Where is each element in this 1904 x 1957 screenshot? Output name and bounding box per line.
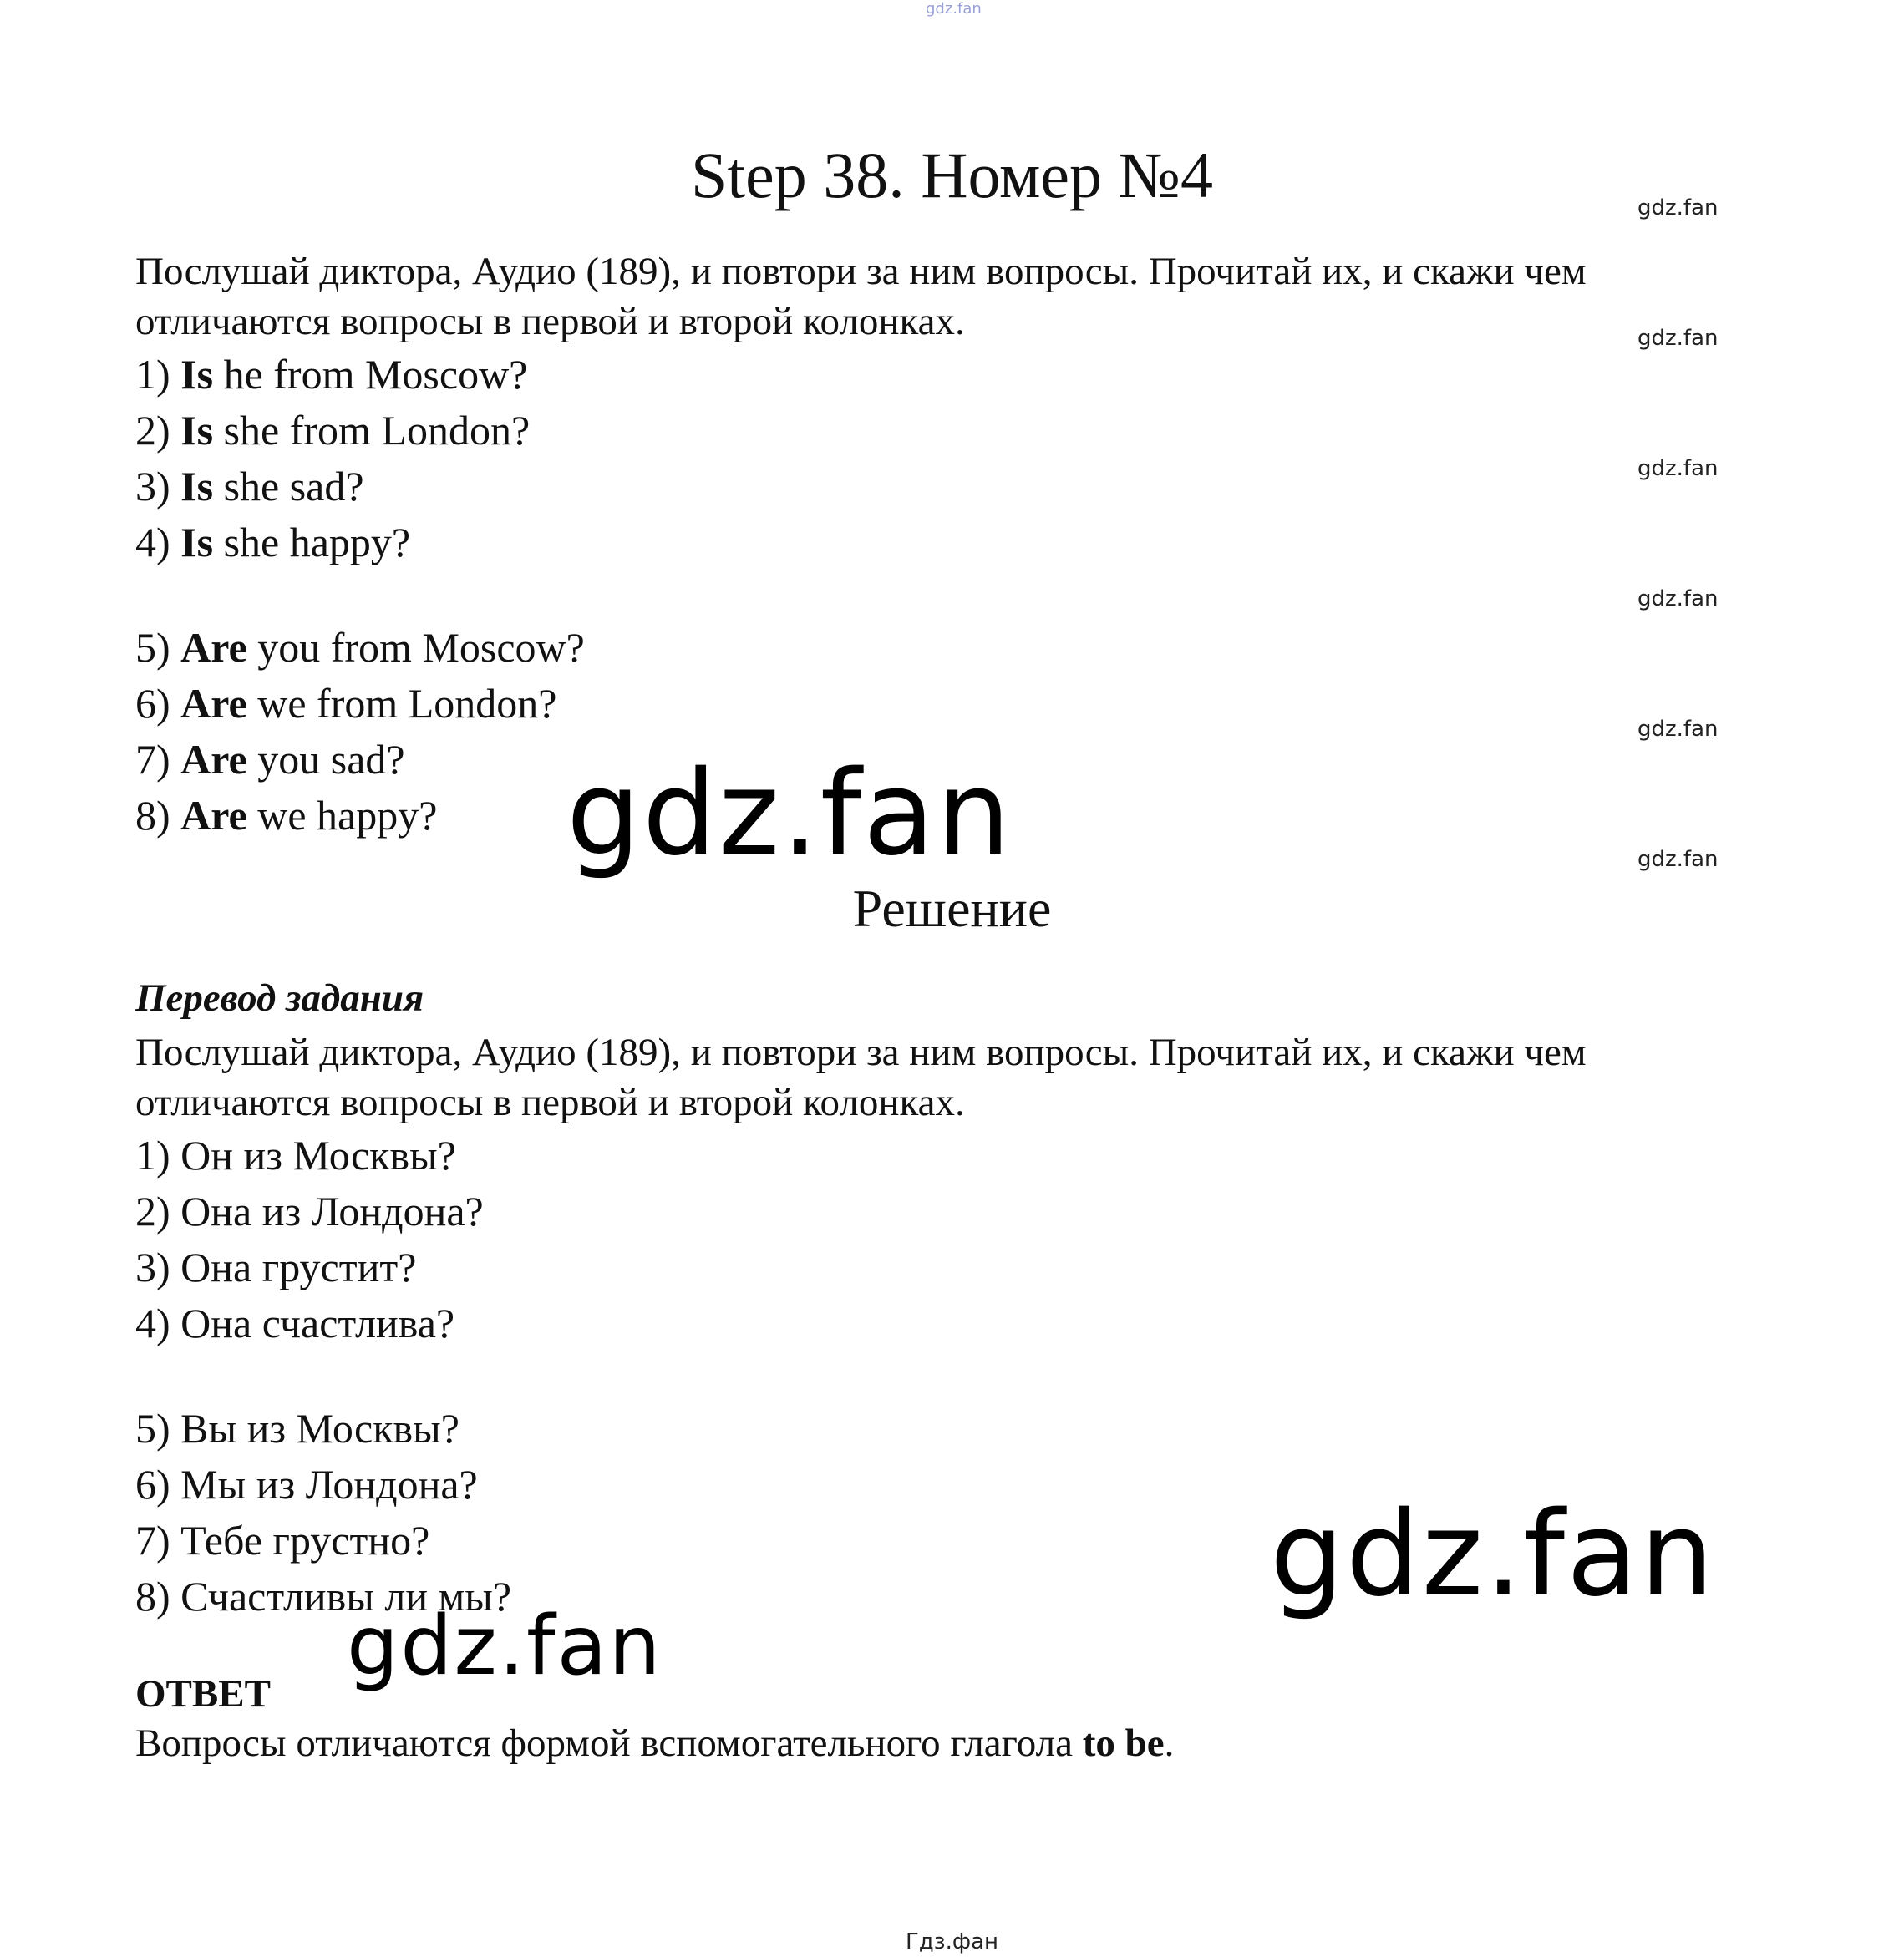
translation-item: 3) Она грустит? [135, 1244, 417, 1290]
task-text-line: Послушай диктора, Аудио (189), и повтори за ним вопросы. Прочитай их, и скажи чем [135, 250, 1587, 293]
answer-text: Вопросы отличаются формой вспомогательного глагола to be. [135, 1721, 1175, 1765]
large-watermark: gdz.fan [566, 746, 1013, 882]
translation-item: 7) Тебе грустно? [135, 1517, 430, 1564]
question-item: 1) Is he from Moscow? [135, 351, 528, 398]
translation-text-line: отличаются вопросы в первой и второй колонках. [135, 1081, 965, 1124]
solution-heading: Решение [852, 879, 1052, 938]
translation-heading: Перевод задания [135, 976, 424, 1020]
side-watermark: gdz.fan [1637, 195, 1719, 221]
question-item: 4) Is she happy? [135, 519, 411, 565]
question-item: 8) Are we happy? [135, 792, 438, 839]
question-item: 2) Is she from London? [135, 407, 531, 454]
top-watermark: gdz.fan [926, 0, 982, 18]
answer-heading: ОТВЕТ [135, 1672, 271, 1716]
translation-item: 8) Счастливы ли мы? [135, 1573, 512, 1620]
translation-item: 5) Вы из Москвы? [135, 1405, 459, 1452]
translation-item: 1) Он из Москвы? [135, 1132, 456, 1179]
footer-watermark: Гдз.фан [905, 1929, 999, 1954]
side-watermark: gdz.fan [1637, 717, 1719, 742]
translation-item: 6) Мы из Лондона? [135, 1461, 478, 1508]
task-text-line: отличаются вопросы в первой и второй колонках. [135, 300, 965, 343]
translation-text-line: Послушай диктора, Аудио (189), и повтори за ним вопросы. Прочитай их, и скажи чем [135, 1031, 1587, 1074]
question-item: 7) Are you sad? [135, 736, 405, 783]
side-watermark: gdz.fan [1637, 847, 1719, 872]
question-item: 3) Is she sad? [135, 463, 364, 510]
question-item: 5) Are you from Moscow? [135, 624, 585, 671]
large-watermark: gdz.fan [1270, 1487, 1716, 1623]
side-watermark: gdz.fan [1637, 326, 1719, 351]
medium-watermark: gdz.fan [347, 1599, 663, 1694]
translation-item: 2) Она из Лондона? [135, 1188, 484, 1235]
side-watermark: gdz.fan [1637, 456, 1719, 481]
page-title: Step 38. Номер №4 [691, 139, 1213, 211]
side-watermark: gdz.fan [1637, 586, 1719, 611]
question-item: 6) Are we from London? [135, 680, 557, 727]
translation-item: 4) Она счастлива? [135, 1300, 455, 1346]
